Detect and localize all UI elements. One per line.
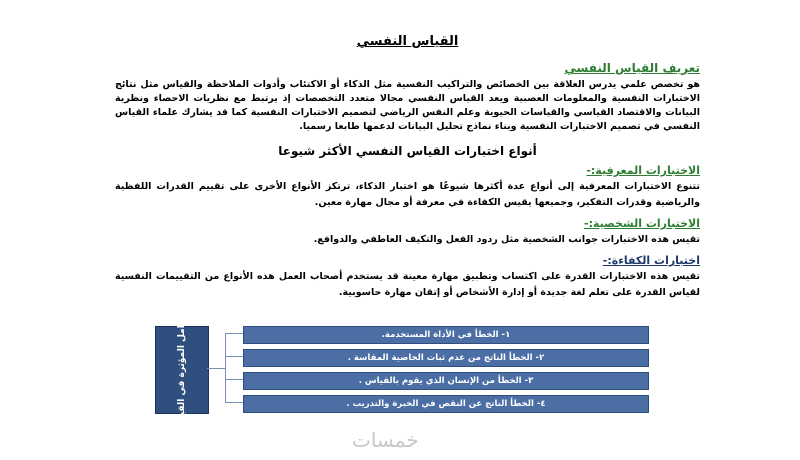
personality-tests-paragraph: تقيس هذه الاختبارات جوانب الشخصية مثل ردود الفعل والتكيف العاطفي والدوافع. (313, 234, 700, 245)
document-title: القياس النفسي (356, 34, 459, 49)
definition-paragraph: هو تخصص علمي يدرس العلاقة بين الخصائص والتراكيب النفسية مثل الذكاء أو الاكتئاب وأدوات الملاحظة والقياس مثل نتائج الاختبارات النفسية والمعلومات العصبية ويعد القياس النفسي مجالا متعدد التخصصات إذ يرتبط مع نظريات الاحصاء ونظرية البيانات والاقتصاد القياسي والقياسات الحيوية وعلم النفس الرياضي لتصميم الاختبارات النفسية كما قد يشارك علماء القياس النفسي في تصميم الاختبارات النفسية وبناء نماذج تحليل البيانات لدعمها طابعا رسميا. (115, 79, 700, 132)
aptitude-tests-heading: اختبارات الكفاءة:- (602, 254, 700, 267)
diagram-root-box (155, 308, 209, 432)
diagram-connector-branch (225, 379, 243, 380)
diagram-connector-vertical (225, 333, 226, 403)
watermark-logo: خمسات (352, 428, 419, 452)
personality-tests-heading: الاختبارات الشخصية:- (584, 217, 700, 230)
factors-diagram (155, 308, 645, 432)
diagram-root-label: العوامل المؤثرة في القياس (177, 308, 187, 432)
document-body (115, 30, 700, 305)
types-heading: أنواع اختبارات القياس النفسي الأكثر شيوعا (278, 144, 537, 158)
diagram-connector-branch (225, 356, 243, 357)
diagram-connector-horizontal (207, 368, 225, 369)
cognitive-tests-heading: الاختبارات المعرفية:- (586, 164, 700, 177)
aptitude-tests-paragraph: تقيس هذه الاختبارات القدرة على اكتساب وتطبيق مهارة معينة قد يستخدم أصحاب العمل هذه الأنواع من التقييمات النفسية لقياس القدرة على تعلم لغة جديدة أو إدارة الأشخاص أو إتقان مهارة حاسوبية. (115, 271, 700, 298)
diagram-item-2: ٢- الخطأ الناتج من عدم ثبات الخاصية المقاسة . (243, 349, 649, 367)
diagram-connector-branch (225, 333, 243, 334)
diagram-item-1: ١- الخطأ في الأداة المستخدمة. (243, 326, 649, 344)
cognitive-tests-paragraph: تتنوع الاختبارات المعرفية إلى أنواع عدة أكثرها شيوعًا هو اختبار الذكاء، ترتكز الأنواع الأخرى على تقييم القدرات اللفظية والرياضية وقدرات التفكير، وجميعها يقيس الكفاءة في معرفة أو مجال مهارة معين. (115, 181, 700, 208)
diagram-item-3: ٣- الخطأ من الإنسان الذي يقوم بالقياس . (243, 372, 649, 390)
diagram-item-4: ٤- الخطأ الناتج عن النقص في الخبرة والتدريب . (243, 395, 649, 413)
diagram-connector-branch (225, 402, 243, 403)
definition-heading: تعريف القياس النفسي (564, 61, 700, 75)
